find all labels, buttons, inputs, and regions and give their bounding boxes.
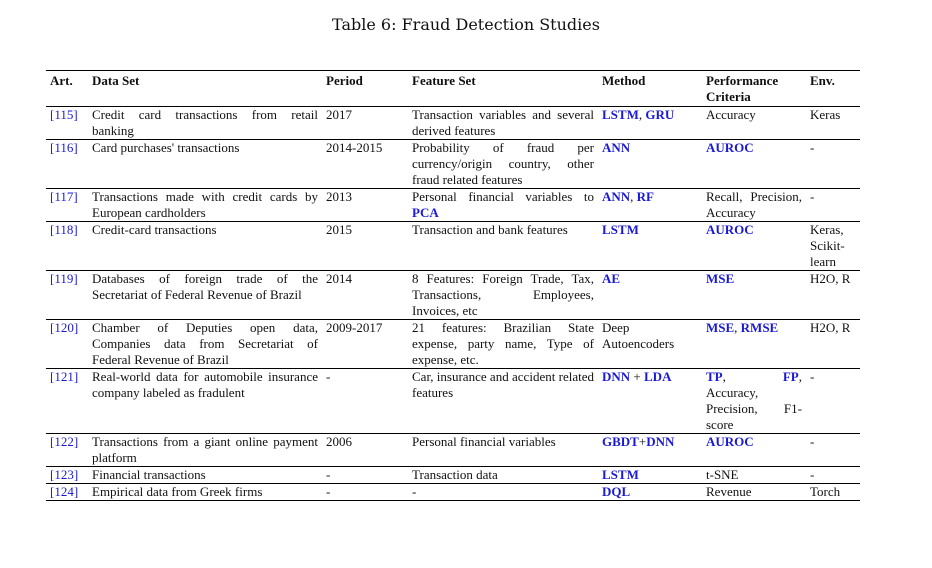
period-cell: 2014-2015 <box>326 140 383 155</box>
header-period: Period <box>326 73 363 88</box>
citation-link[interactable]: FP <box>782 369 799 384</box>
method-cell <box>598 107 702 140</box>
method-cell <box>598 434 702 467</box>
ref-cell <box>46 467 88 484</box>
table-row <box>46 189 860 222</box>
ref-cell <box>46 140 88 189</box>
reference-link[interactable]: [120] <box>50 320 79 335</box>
ref-cell <box>46 222 88 271</box>
feature-set-cell: Transaction data <box>412 467 498 482</box>
reference-link[interactable]: [117] <box>50 189 78 204</box>
ref-cell <box>46 320 88 369</box>
citation-link[interactable]: GRU <box>645 107 675 122</box>
env-cell: - <box>810 140 815 155</box>
method-cell <box>598 369 702 434</box>
method-cell <box>598 189 702 222</box>
cell-text: Revenue <box>706 484 752 499</box>
period-cell: 2014 <box>326 271 352 286</box>
feature-set-cell: Transaction and bank features <box>412 222 568 237</box>
performance-cell <box>702 107 806 140</box>
period-cell: 2009-2017 <box>326 320 383 335</box>
citation-link[interactable]: RMSE <box>740 320 779 335</box>
reference-link[interactable]: [122] <box>50 434 79 449</box>
ref-cell <box>46 369 88 434</box>
citation-link[interactable]: ANN <box>602 140 631 155</box>
env-cell: H2O, R <box>810 320 851 335</box>
ref-cell <box>46 434 88 467</box>
citation-link[interactable]: LSTM <box>602 107 639 122</box>
data-set-cell: Credit-card transactions <box>92 222 217 237</box>
reference-link[interactable]: [118] <box>50 222 78 237</box>
citation-link[interactable]: ANN <box>602 189 631 204</box>
data-set-cell: Transactions made with credit cards by European cardholders <box>92 189 318 220</box>
method-cell <box>598 484 702 501</box>
data-set-cell: Credit card transactions from retail banking <box>92 107 318 138</box>
cell-text: Recall, Precision, Accuracy <box>706 189 802 220</box>
citation-link[interactable]: GBDT <box>602 434 639 449</box>
table-row <box>46 271 860 320</box>
env-cell: - <box>810 189 815 204</box>
table-row <box>46 467 860 484</box>
cell-text: Deep Autoencoders <box>602 320 675 351</box>
reference-link[interactable]: [116] <box>50 140 78 155</box>
citation-link[interactable]: AE <box>602 271 621 286</box>
feature-set-cell: - <box>412 484 417 499</box>
cell-text: , <box>630 189 637 204</box>
period-cell: 2013 <box>326 189 352 204</box>
env-cell: H2O, R <box>810 271 851 286</box>
cell-text: , <box>638 107 646 122</box>
env-cell: Keras, Scikit-learn <box>810 222 845 269</box>
data-set-cell: Card purchases' transactions <box>92 140 240 155</box>
cell-text: , <box>722 369 783 384</box>
reference-link[interactable]: [121] <box>50 369 79 384</box>
feature-set-cell: Transaction variables and several derived features <box>412 107 594 138</box>
data-set-cell: Real-world data for automobile insurance company labeled as fradulent <box>92 369 318 400</box>
feature-set-cell: Probability of fraud per currency/origin country, other fraud related features <box>412 140 594 187</box>
table-row <box>46 484 860 501</box>
cell-text: Personal financial variables to <box>412 189 594 204</box>
performance-cell <box>702 434 806 467</box>
feature-set-cell: Car, insurance and accident related features <box>412 369 594 400</box>
data-set-cell: Chamber of Deputies open data, Companies data from Secretariat of Federal Revenue of Brazil <box>92 320 318 367</box>
citation-link[interactable]: MSE <box>706 271 735 286</box>
method-cell <box>598 222 702 271</box>
citation-link[interactable]: TP <box>706 369 723 384</box>
period-cell: 2006 <box>326 434 352 449</box>
header-method: Method <box>602 73 646 88</box>
method-cell <box>598 467 702 484</box>
performance-cell <box>702 222 806 271</box>
ref-cell <box>46 484 88 501</box>
table-row <box>46 369 860 434</box>
performance-cell <box>702 320 806 369</box>
citation-link[interactable]: DQL <box>602 484 631 499</box>
header-art: Art. <box>50 73 73 88</box>
table-caption: Table 6: Fraud Detection Studies <box>332 15 600 34</box>
citation-link[interactable]: AUROC <box>706 140 754 155</box>
table-row <box>46 434 860 467</box>
header-perf-line2: Criteria <box>706 89 751 104</box>
header-perf-line1: Performance <box>706 73 779 88</box>
feature-set-cell: 21 features: Brazilian State expense, party name, Type of expense, etc. <box>412 320 594 367</box>
method-cell <box>598 140 702 189</box>
env-cell: Torch <box>810 484 841 499</box>
cell-text: , Accuracy, Precision, F1-score <box>706 369 802 432</box>
cell-text: t-SNE <box>706 467 739 482</box>
citation-link[interactable]: DNN <box>646 434 675 449</box>
header-row <box>46 71 860 107</box>
citation-link[interactable]: AUROC <box>706 222 754 237</box>
citation-link[interactable]: LSTM <box>602 467 639 482</box>
cell-text: + <box>638 434 647 449</box>
header-feature-set: Feature Set <box>412 73 476 88</box>
table-row <box>46 140 860 189</box>
table-row <box>46 222 860 271</box>
performance-cell <box>702 189 806 222</box>
citation-link[interactable]: RF <box>636 189 655 204</box>
feature-set-cell <box>408 189 598 222</box>
header-env: Env. <box>810 73 835 88</box>
period-cell: - <box>326 484 331 499</box>
period-cell: - <box>326 467 331 482</box>
feature-set-cell: Personal financial variables <box>412 434 556 449</box>
data-set-cell: Databases of foreign trade of the Secretariat of Federal Revenue of Brazil <box>92 271 318 302</box>
period-cell: - <box>326 369 331 384</box>
ref-cell <box>46 271 88 320</box>
performance-cell <box>702 140 806 189</box>
citation-link[interactable]: AUROC <box>706 434 754 449</box>
reference-link[interactable]: [123] <box>50 467 79 482</box>
cell-text: , <box>734 320 741 335</box>
period-cell: 2017 <box>326 107 352 122</box>
citation-link[interactable]: MSE <box>706 320 735 335</box>
data-set-cell: Transactions from a giant online payment platform <box>92 434 318 465</box>
citation-link[interactable]: DNN <box>602 369 631 384</box>
reference-link[interactable]: [124] <box>50 484 79 499</box>
table-row <box>46 107 860 140</box>
env-cell: Keras <box>810 107 841 122</box>
env-cell: - <box>810 467 815 482</box>
performance-cell <box>702 369 806 434</box>
ref-cell <box>46 107 88 140</box>
citation-link[interactable]: LSTM <box>602 222 639 237</box>
performance-cell <box>702 467 806 484</box>
performance-cell <box>702 484 806 501</box>
performance-cell <box>702 271 806 320</box>
method-cell <box>598 271 702 320</box>
env-cell: - <box>810 434 815 449</box>
data-set-cell: Empirical data from Greek firms <box>92 484 263 499</box>
cell-text: + <box>630 369 645 384</box>
data-set-cell: Financial transactions <box>92 467 206 482</box>
fraud-detection-table <box>46 70 860 501</box>
method-cell <box>598 320 702 369</box>
header-performance-criteria <box>702 71 806 107</box>
citation-link[interactable]: LDA <box>644 369 672 384</box>
ref-cell <box>46 189 88 222</box>
reference-link[interactable]: [119] <box>50 271 78 286</box>
cell-text: Accuracy <box>706 107 756 122</box>
table-row <box>46 320 860 369</box>
header-data-set: Data Set <box>92 73 140 88</box>
citation-link[interactable]: PCA <box>412 205 439 220</box>
period-cell: 2015 <box>326 222 352 237</box>
feature-set-cell: 8 Features: Foreign Trade, Tax, Transactions, Employees, Invoices, etc <box>412 271 594 318</box>
env-cell: - <box>810 369 815 384</box>
reference-link[interactable]: [115] <box>50 107 78 122</box>
